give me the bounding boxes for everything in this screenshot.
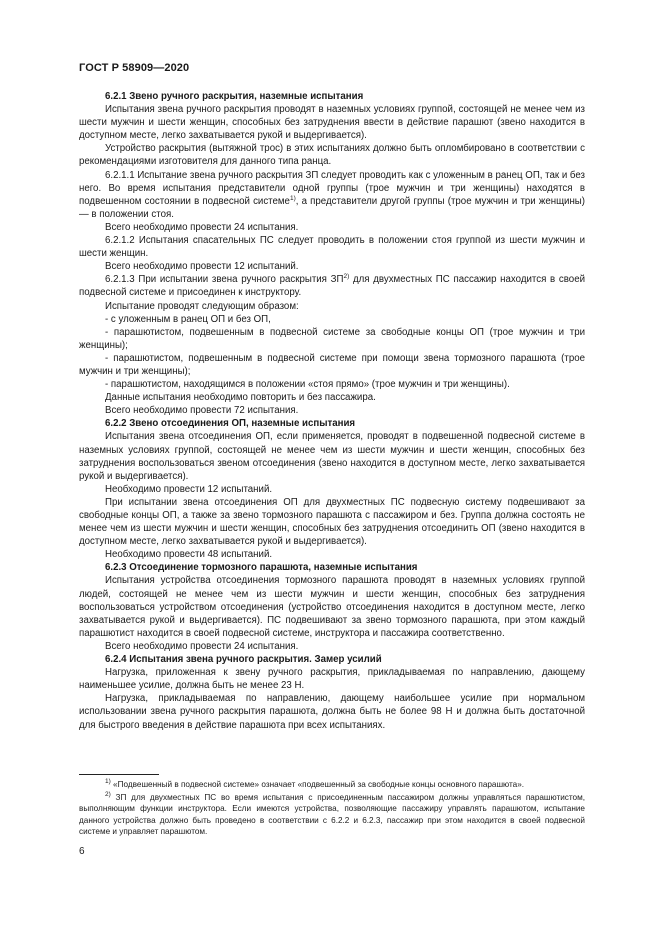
- footnote-2: $^{2)}$ ЗП для двухместных ПС во время испытания с присоединенным пассажиром должны управляться парашютистом, выполняющим функции инструктора. Если имеются устройства, позволяющие пассажиру управлять парашютом, испытание данного устройства должно быть проведено в соответствии с 6.2.2 и 6.2.3, пассажир при этом находится в своей подвесной системе и управляет парашютом.: [79, 791, 585, 836]
- page-number: 6: [79, 846, 85, 857]
- section-heading-6-2-2: 6.2.2 Звено отсоединения ОП, наземные испытания: [105, 418, 356, 430]
- paragraph: 6.2.1.3 При испытании звена ручного раскрытия ЗП$^{2)}$ для двухместных ПС пассажир находится в своей подвесной системе и присоединен к инструктору.: [79, 273, 585, 299]
- paragraph: Необходимо провести 12 испытаний.: [105, 483, 273, 495]
- paragraph: Нагрузка, приложенная к звену ручного раскрытия, прикладываемая по направлению, дающему наименьшее усилие, должна быть не менее 23 Н.: [79, 667, 585, 692]
- standard-header: ГОСТ Р 58909—2020: [79, 62, 190, 74]
- footnotes: [79, 779, 585, 839]
- paragraph: Всего необходимо провести 12 испытаний.: [105, 261, 299, 273]
- paragraph: Испытания звена ручного раскрытия проводят в наземных условиях группой, состоящей не менее чем из шести мужчин и шести женщин, способных без затруднения ввести в действие парашют (звено находится в доступном месте, легко захватывается рукой и выдергивается).: [79, 104, 585, 142]
- footnote-ref-2: 2): [343, 273, 350, 281]
- paragraph: Всего необходимо провести 24 испытания.: [105, 221, 299, 233]
- paragraph: Испытания звена отсоединения ОП, если применяется, проводят в подвешенной подвесной системе в наземных условиях группой, состоящей не менее чем из шести мужчин и шести женщин, способных без затруднения воспользоваться звеном отсоединения (звено находится в доступном месте, легко захватывается рукой и выдергивается).: [79, 431, 585, 482]
- list-item: - с уложенным в ранец ОП и без ОП,: [105, 313, 271, 325]
- paragraph: При испытании звена отсоединения ОП для двухместных ПС подвесную систему подвешивают за свободные концы ОП, а также за звено тормозного парашюта с пассажиром и без. Группа должна состоять не менее чем из шести мужчин и шести женщин, способных без затруднения отсоединить ОП (звено находится в доступном месте, легко захватывается рукой и выдергивается).: [79, 496, 585, 548]
- footnote-separator: [79, 774, 159, 775]
- paragraph: Испытание проводят следующим образом:: [105, 300, 299, 312]
- paragraph: Нагрузка, прикладываемая по направлению, дающему наибольшее усилие при нормальном использовании звена ручного раскрытия парашюта, должна быть не более 98 Н и должна быть достаточной для быстрого введения в действие парашюта при всех испытаниях.: [79, 693, 585, 731]
- paragraph: Данные испытания необходимо повторить и без пассажира.: [105, 392, 376, 404]
- paragraph: Всего необходимо провести 72 испытания.: [105, 405, 299, 417]
- paragraph: Испытания устройства отсоединения тормозного парашюта проводят в наземных условиях группой людей, состоящей не менее чем из шести мужчин и шести женщин, способных без затруднения воспользоваться устройством отсоединения (устройство отсоединения находится в доступном месте, легко захватывается рукой и выдергивается). ПС подвешивают за звено тормозного парашюта, при этом каждый парашютист находится в своей подвесной системе, инструктора и пассажира соответственно.: [79, 575, 585, 639]
- list-item: - парашютистом, подвешенным в подвесной системе при помощи звена тормозного парашюта (трое мужчин и три женщины);: [79, 352, 585, 377]
- paragraph: Всего необходимо провести 24 испытания.: [105, 640, 299, 652]
- section-heading-6-2-1: 6.2.1 Звено ручного раскрытия, наземные испытания: [105, 91, 364, 102]
- paragraph: 6.2.1.1 Испытание звена ручного раскрытия ЗП следует проводить как с уложенным в ранец ОП, так и без него. Во время испытания представители одной группы (трое мужчин и три женщины) находятся в подвешенном состоянии в подвесной системе$^{1)}$, а представители другой группы (трое мужчин и три женщины) — в положении стоя.: [79, 169, 585, 220]
- footnote-ref-1: 1): [289, 194, 296, 202]
- list-item: - парашютистом, находящимся в положении «стоя прямо» (трое мужчин и три женщины).: [105, 379, 510, 391]
- section-heading-6-2-3: 6.2.3 Отсоединение тормозного парашюта, наземные испытания: [105, 562, 418, 574]
- section-heading-6-2-4: 6.2.4 Испытания звена ручного раскрытия. Замер усилий: [105, 654, 382, 666]
- list-item: - парашютистом, подвешенным в подвесной системе за свободные концы ОП (трое мужчин и три женщины);: [79, 326, 585, 351]
- paragraph: Необходимо провести 48 испытаний.: [105, 549, 273, 561]
- document-body: [79, 90, 585, 732]
- paragraph: Устройство раскрытия (вытяжной трос) в этих испытаниях должно быть опломбировано в соответствии с рекомендациями изготовителя для данного типа ранца.: [79, 143, 585, 168]
- footnote-1: $^{1)}$ «Подвешенный в подвесной системе» означает «подвешенный за свободные концы основного парашюта».: [105, 778, 525, 789]
- paragraph: 6.2.1.2 Испытания спасательных ПС следует проводить в положении стоя группой из шести мужчин и шести женщин.: [79, 235, 585, 260]
